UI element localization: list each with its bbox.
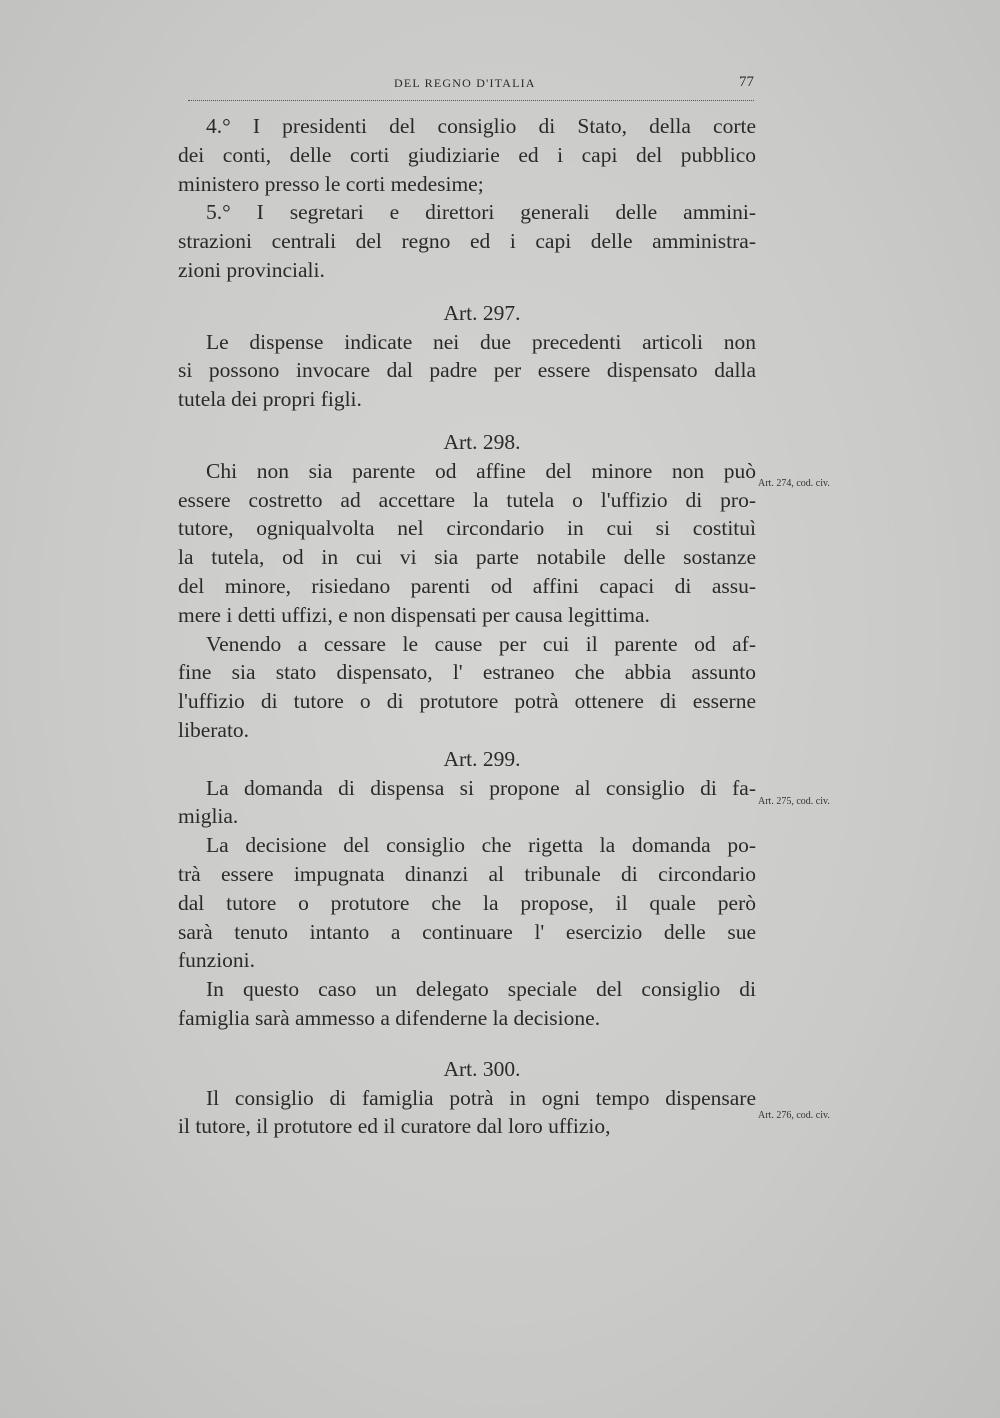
text-line: funzioni. bbox=[178, 948, 256, 973]
text-line: mere i detti uffizi, e non dispensati per causa legittima. bbox=[178, 602, 650, 627]
text-line: tutore, ogniqualvolta nel circondario in cui si costituì bbox=[178, 516, 756, 541]
text-line: liberato. bbox=[178, 717, 250, 742]
running-head: DEL REGNO D'ITALIA bbox=[394, 76, 536, 90]
text-line: 4.° I presidenti del consiglio di Stato, della corte bbox=[206, 114, 756, 138]
text-line: ministero presso le corti medesime; bbox=[178, 171, 484, 196]
list-item-5 bbox=[178, 198, 756, 284]
text-line: strazioni centrali del regno ed i capi delle amministra- bbox=[178, 229, 756, 254]
list-item-4 bbox=[178, 112, 756, 198]
text-line: l'uffizio di tutore o di protutore potrà ottenere di esserne bbox=[178, 689, 756, 714]
text-line: La decisione del consiglio che rigetta la domanda po- bbox=[206, 833, 756, 858]
text-line: Il consiglio di famiglia potrà in ogni tempo dispensare bbox=[206, 1085, 756, 1110]
text-line: il tutore, il protutore ed il curatore dal loro uffizio, bbox=[178, 1114, 611, 1139]
text-line: fine sia stato dispensato, l' estraneo che abbia assunto bbox=[178, 660, 756, 685]
page-number: 77 bbox=[739, 74, 754, 90]
margin-note-art-275: Art. 275, cod. civ. bbox=[758, 796, 830, 807]
article-heading: Art. 298. bbox=[443, 429, 521, 454]
article-297 bbox=[178, 299, 756, 414]
article-299 bbox=[178, 745, 756, 1033]
article-298 bbox=[178, 428, 756, 745]
text-line: La domanda di dispensa si propone al consiglio di fa- bbox=[206, 775, 756, 800]
text-line: In questo caso un delegato speciale del consiglio di bbox=[206, 977, 756, 1002]
margin-note-art-274: Art. 274, cod. civ. bbox=[758, 478, 830, 489]
text-line: tutela dei propri figli. bbox=[178, 387, 362, 412]
text-line: miglia. bbox=[178, 804, 239, 829]
text-line: Le dispense indicate nei due precedenti articoli non bbox=[206, 329, 756, 354]
text-line: dal tutore o protutore che la propose, il quale però bbox=[178, 890, 756, 915]
text-line: la tutela, od in cui vi sia parte notabile delle sostanze bbox=[178, 545, 756, 570]
text-line: famiglia sarà ammesso a difenderne la decisione. bbox=[178, 1005, 601, 1030]
article-heading: Art. 299. bbox=[443, 746, 521, 771]
article-300 bbox=[178, 1055, 756, 1141]
text-line: Venendo a cessare le cause per cui il parente od af- bbox=[206, 631, 756, 656]
margin-note-art-276: Art. 276, cod. civ. bbox=[758, 1110, 830, 1121]
text-line: zioni provinciali. bbox=[178, 257, 325, 282]
text-line: del minore, risiedano parenti od affini capaci di assu- bbox=[178, 573, 756, 598]
text-line: sarà tenuto intanto a continuare l' esercizio delle sue bbox=[178, 919, 756, 944]
text-line: Chi non sia parente od affine del minore non può bbox=[206, 458, 756, 483]
text-line: 5.° I segretari e direttori generali delle ammini- bbox=[206, 200, 756, 225]
article-heading: Art. 300. bbox=[443, 1056, 521, 1081]
text-line: dei conti, delle corti giudiziarie ed i capi del pubblico bbox=[178, 142, 756, 167]
article-heading: Art. 297. bbox=[443, 300, 521, 325]
page-header bbox=[188, 74, 754, 101]
text-line: essere costretto ad accettare la tutela o l'uffizio di pro- bbox=[178, 487, 756, 512]
body-text bbox=[178, 112, 756, 1141]
text-line: trà essere impugnata dinanzi al tribunale di circondario bbox=[178, 861, 756, 886]
text-line: si possono invocare dal padre per essere dispensato dalla bbox=[178, 358, 756, 383]
